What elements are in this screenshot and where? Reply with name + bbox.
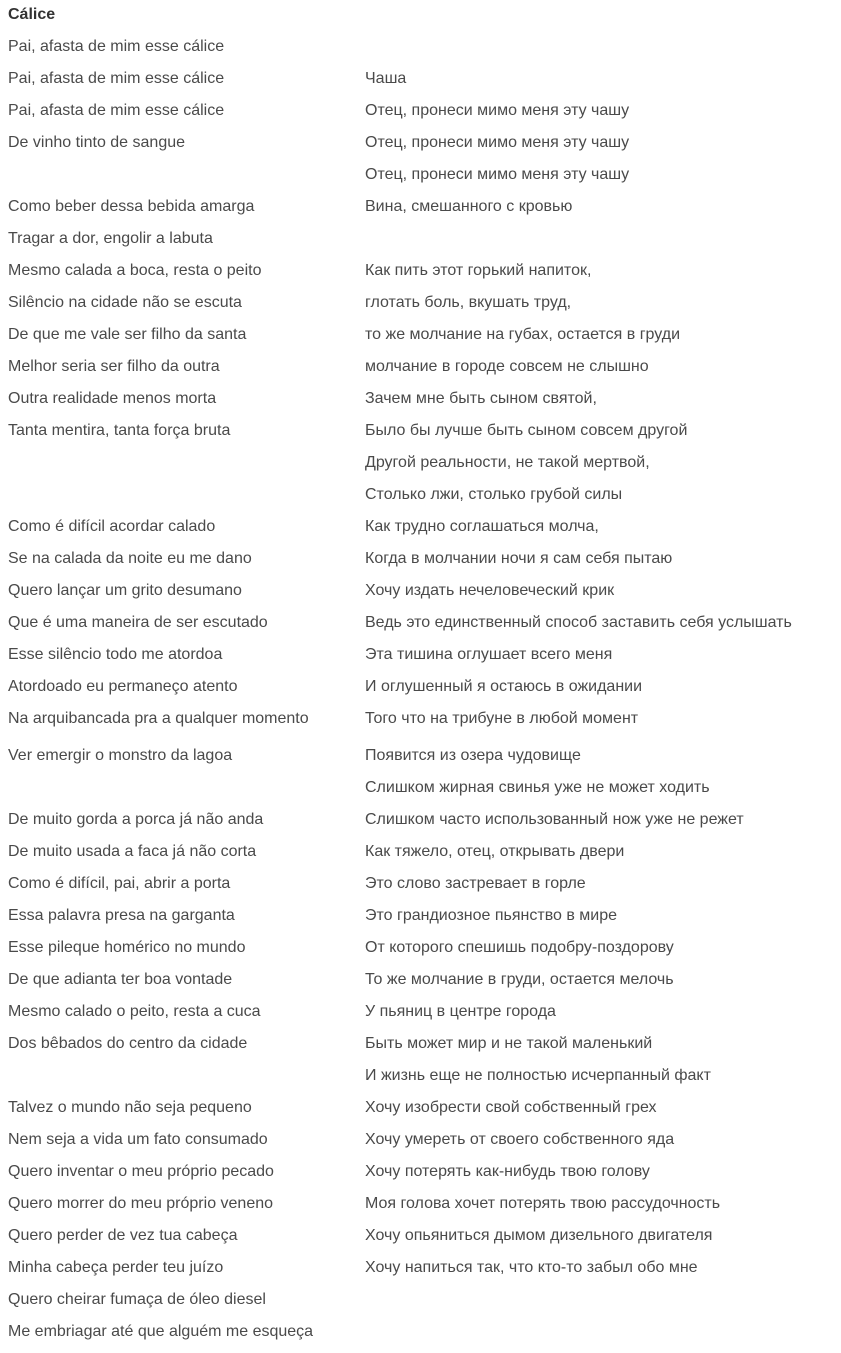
russian-lyric-line: молчание в городе совсем не слышно: [365, 358, 649, 375]
portuguese-lyric-line: Na arquibancada pra a qualquer momento: [8, 710, 309, 727]
portuguese-lyric-line: Quero perder de vez tua cabeça: [8, 1226, 238, 1244]
russian-lyric-line: И жизнь еще не полностью исчерпанный факт: [365, 1066, 711, 1084]
russian-lyric-line: Вина, смешанного с кровью: [365, 198, 573, 215]
russian-lyric-line: Хочу опьяниться дымом дизельного двигателя: [365, 1226, 713, 1244]
portuguese-lyric-line: Melhor seria ser filho da outra: [8, 358, 220, 375]
russian-lyric-line: глотать боль, вкушать труд,: [365, 294, 572, 311]
russian-lyric-line: Это грандиозное пьянство в мире: [365, 906, 618, 924]
portuguese-lyric-line: Tanta mentira, tanta força bruta: [8, 422, 231, 439]
portuguese-lyric-line: De que adianta ter boa vontade: [8, 970, 233, 988]
portuguese-lyric-line: Se na calada da noite eu me dano: [8, 550, 252, 567]
portuguese-lyric-line: Pai, afasta de mim esse cálice: [8, 70, 225, 87]
russian-lyric-line: Как трудно соглашаться молча,: [365, 518, 599, 535]
russian-lyric-line: Хочу изобрести свой собственный грех: [365, 1098, 657, 1116]
russian-lyric-line: Было бы лучше быть сыном совсем другой: [365, 422, 688, 439]
portuguese-lyric-line: Atordoado eu permaneço atento: [8, 678, 238, 695]
russian-lyric-line: Быть может мир и не такой маленький: [365, 1034, 653, 1052]
portuguese-lyric-line: Minha cabeça perder teu juízo: [8, 1258, 224, 1276]
portuguese-lyric-line: Quero morrer do meu próprio veneno: [8, 1194, 274, 1212]
russian-lyric-line: Как тяжело, отец, открывать двери: [365, 842, 625, 860]
russian-lyric-line: Того что на трибуне в любой момент: [365, 710, 639, 727]
russian-lyric-line: Это слово застревает в горле: [365, 874, 586, 892]
russian-lyric-line: Другой реальности, не такой мертвой,: [365, 454, 650, 471]
russian-lyric-line: Ведь это единственный способ заставить себя услышать: [365, 614, 792, 631]
portuguese-lyric-line: Quero cheirar fumaça de óleo diesel: [8, 1290, 266, 1308]
russian-lyric-line: Слишком жирная свинья уже не может ходить: [365, 778, 710, 796]
portuguese-lyric-line: Quero inventar o meu próprio pecado: [8, 1162, 274, 1180]
portuguese-lyric-line: Silêncio na cidade não se escuta: [8, 294, 242, 311]
portuguese-lyric-line: Como é difícil acordar calado: [8, 518, 216, 535]
portuguese-lyric-line: Me embriagar até que alguém me esqueça: [8, 1322, 314, 1340]
russian-lyric-line: Зачем мне быть сыном святой,: [365, 390, 597, 407]
russian-lyric-line: Как пить этот горький напиток,: [365, 262, 592, 279]
portuguese-lyric-line: Mesmo calada a boca, resta o peito: [8, 262, 262, 279]
russian-lyric-line: От которого спешишь подобру-поздорову: [365, 938, 674, 956]
russian-lyric-line: Чаша: [365, 70, 407, 87]
russian-lyric-line: У пьяниц в центре города: [365, 1002, 556, 1020]
portuguese-lyric-line: De vinho tinto de sangue: [8, 134, 186, 151]
portuguese-lyric-line: Ver emergir o monstro da lagoa: [8, 746, 233, 764]
russian-lyric-line: Отец, пронеси мимо меня эту чашу: [365, 134, 630, 151]
russian-lyric-line: Когда в молчании ночи я сам себя пытаю: [365, 550, 673, 567]
russian-lyric-line: Отец, пронеси мимо меня эту чашу: [365, 102, 630, 119]
portuguese-lyric-line: Mesmo calado o peito, resta a cuca: [8, 1002, 261, 1020]
portuguese-lyric-line: Dos bêbados do centro da cidade: [8, 1034, 248, 1052]
russian-lyric-line: Появится из озера чудовище: [365, 746, 581, 764]
russian-lyric-line: Хочу умереть от своего собственного яда: [365, 1130, 675, 1148]
russian-lyric-line: Хочу потерять как-нибудь твою голову: [365, 1162, 650, 1180]
portuguese-lyric-line: Esse pileque homérico no mundo: [8, 938, 246, 956]
portuguese-lyric-line: Outra realidade menos morta: [8, 390, 217, 407]
portuguese-lyric-line: Como é difícil, pai, abrir a porta: [8, 874, 231, 892]
song-title: Cálice: [8, 6, 56, 23]
portuguese-lyric-line: De muito usada a faca já não corta: [8, 842, 257, 860]
russian-lyric-line: Столько лжи, столько грубой силы: [365, 486, 623, 503]
russian-lyric-line: Слишком часто использованный нож уже не режет: [365, 810, 744, 828]
portuguese-lyric-line: Tragar a dor, engolir a labuta: [8, 230, 213, 247]
portuguese-lyric-line: Como beber dessa bebida amarga: [8, 198, 255, 215]
portuguese-lyric-line: De que me vale ser filho da santa: [8, 326, 247, 343]
portuguese-lyric-line: Essa palavra presa na garganta: [8, 906, 235, 924]
russian-lyric-line: Хочу напиться так, что кто-то забыл обо мне: [365, 1258, 698, 1276]
portuguese-lyric-line: De muito gorda a porca já não anda: [8, 810, 264, 828]
russian-lyric-line: Отец, пронеси мимо меня эту чашу: [365, 166, 630, 183]
portuguese-lyric-line: Pai, afasta de mim esse cálice: [8, 102, 225, 119]
russian-lyric-line: Хочу издать нечеловеческий крик: [365, 582, 615, 599]
portuguese-lyric-line: Talvez o mundo não seja pequeno: [8, 1098, 252, 1116]
russian-lyric-line: то же молчание на губах, остается в груди: [365, 326, 681, 343]
portuguese-lyric-line: Esse silêncio todo me atordoa: [8, 646, 223, 663]
russian-lyric-line: И оглушенный я остаюсь в ожидании: [365, 678, 643, 695]
russian-lyric-line: То же молчание в груди, остается мелочь: [365, 970, 674, 988]
portuguese-lyric-line: Pai, afasta de mim esse cálice: [8, 38, 225, 55]
portuguese-lyric-line: Quero lançar um grito desumano: [8, 582, 242, 599]
portuguese-lyric-line: Nem seja a vida um fato consumado: [8, 1130, 268, 1148]
portuguese-lyric-line: Que é uma maneira de ser escutado: [8, 614, 268, 631]
russian-lyric-line: Эта тишина оглушает всего меня: [365, 646, 613, 663]
russian-lyric-line: Моя голова хочет потерять твою рассудочность: [365, 1194, 721, 1212]
